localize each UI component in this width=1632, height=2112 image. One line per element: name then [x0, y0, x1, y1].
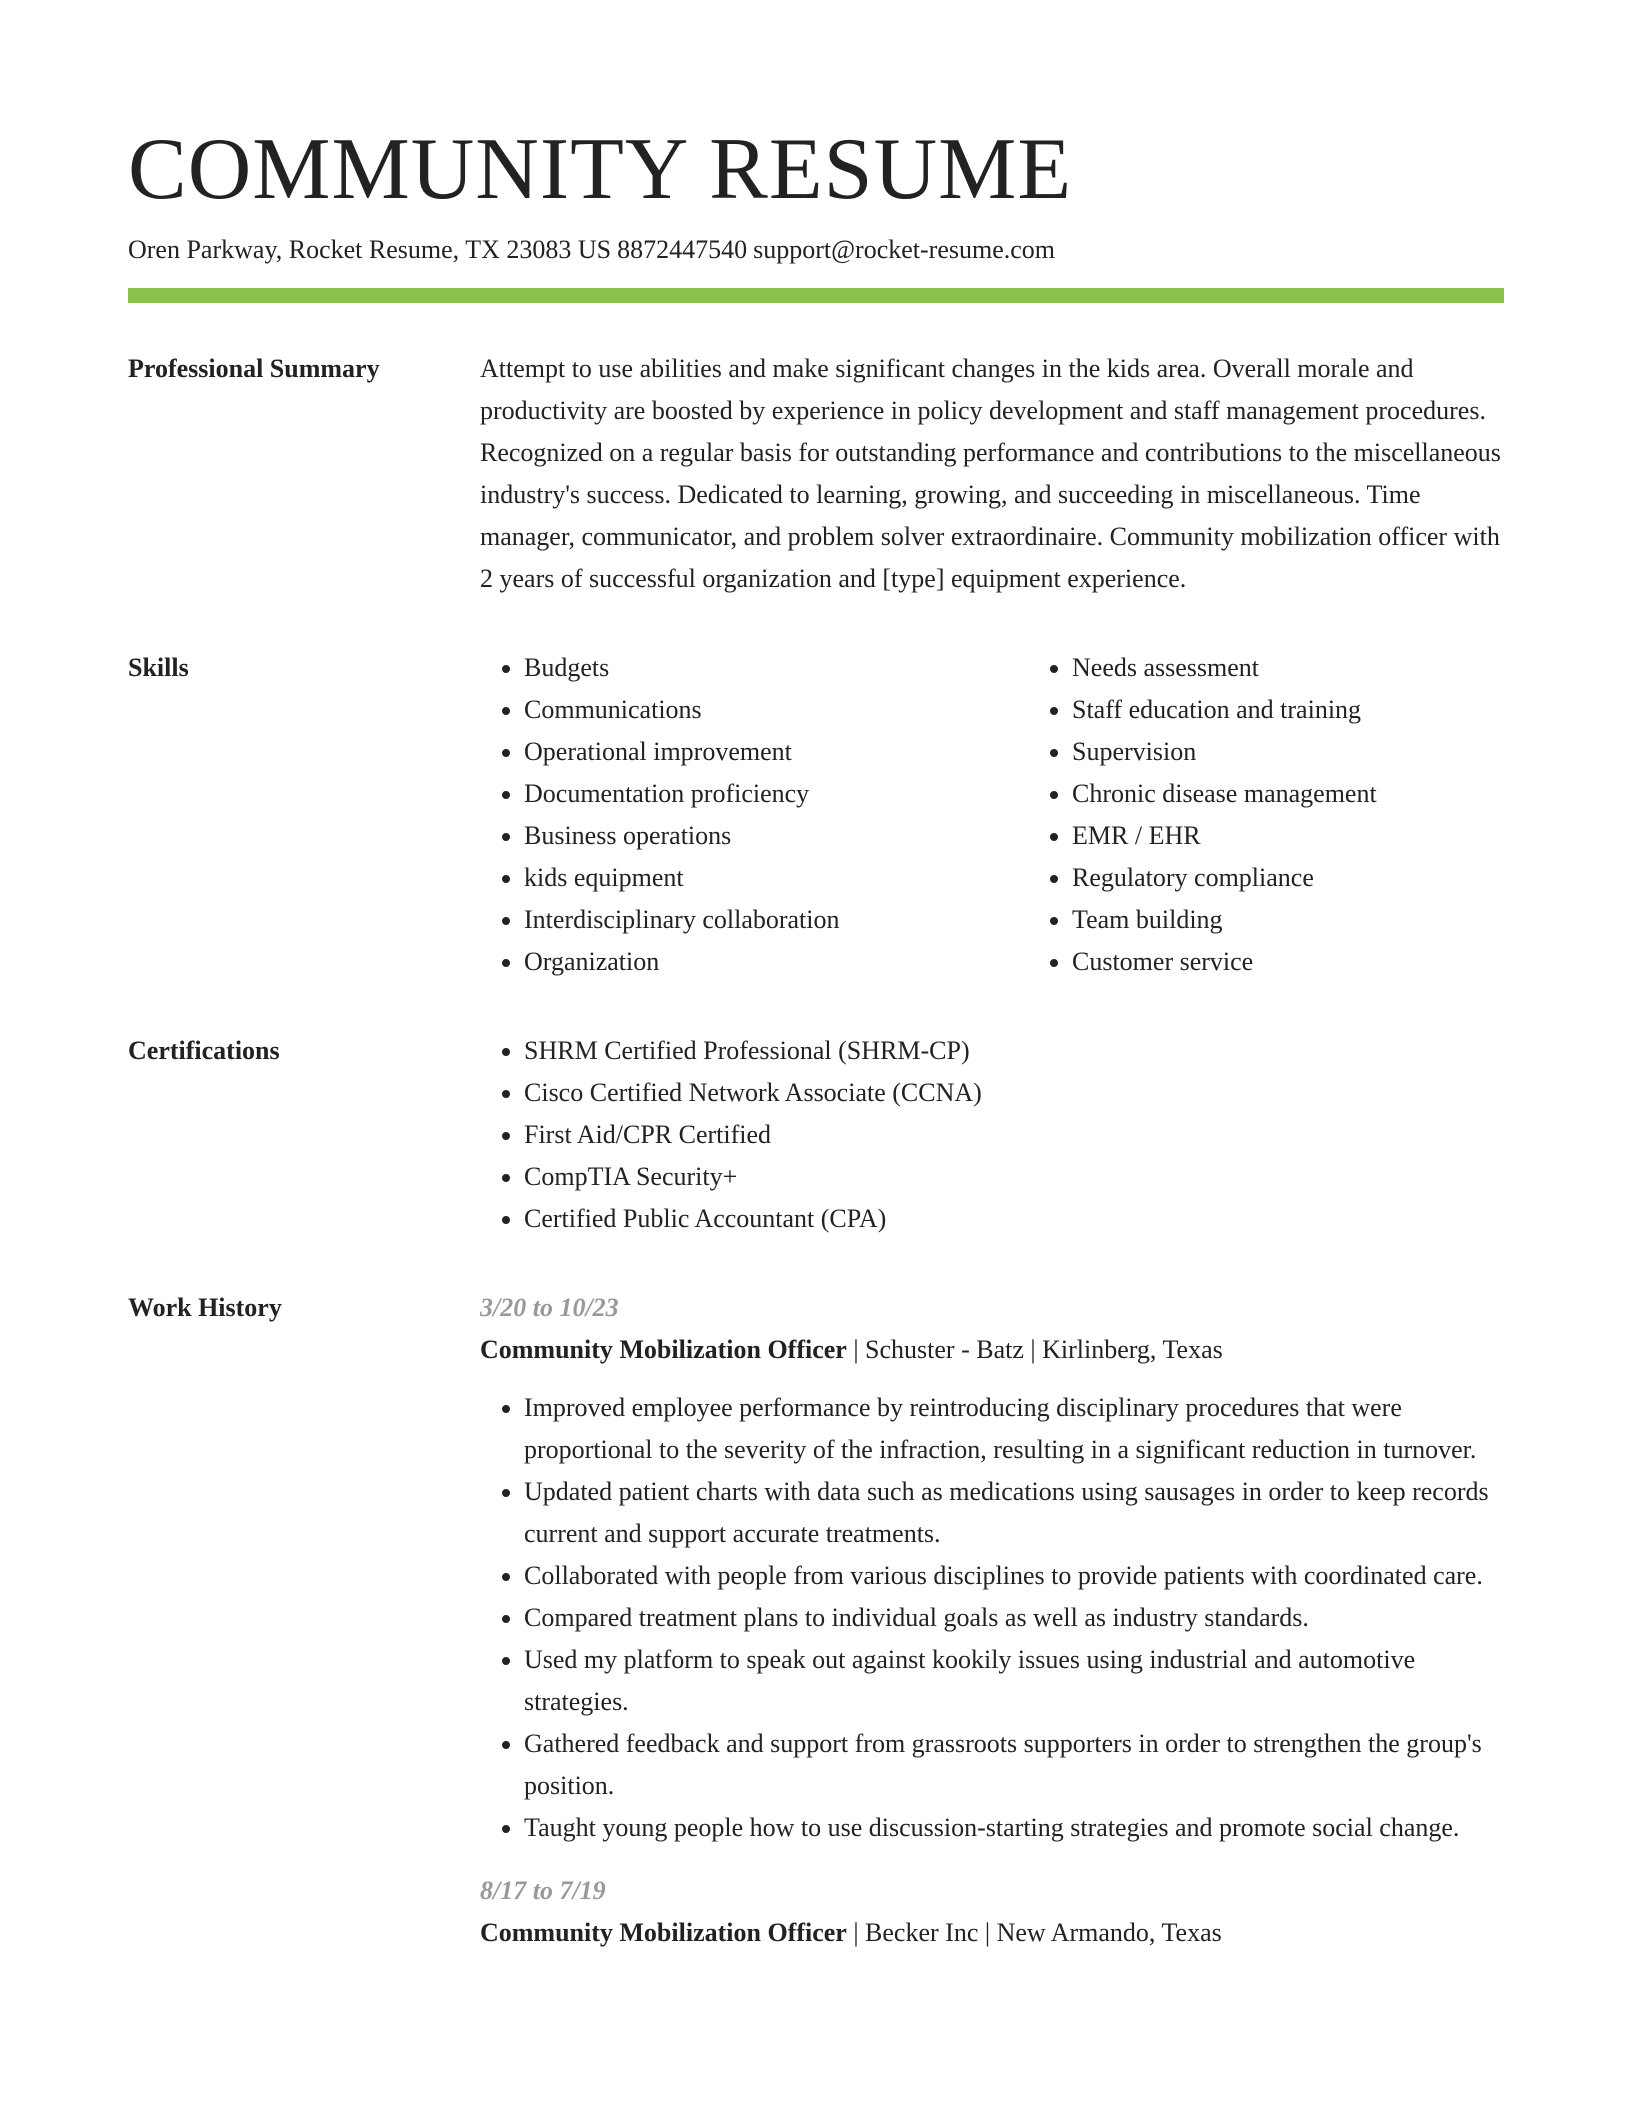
summary-text: Attempt to use abilities and make significant changes in the kids area. Overall morale and productivity are boosted by experience in policy development and staff management procedures. Recognized on a regular basis for outstanding performance and contributions to the miscellaneous industry's success. Dedicated to learning, growing, and succeeding in miscellaneous. Time manager, communicator, and problem solver extraordinaire. Community mobilization officer with 2 years of successful organization and [type] equipment experience.	[480, 354, 1501, 593]
work-history-label: Work History	[128, 1293, 282, 1322]
job-bullet: • Updated patient charts with data such as medications using sausages in order to keep records current and support accurate treatments.	[524, 1471, 1504, 1555]
summary-label: Professional Summary	[128, 354, 380, 383]
skill-item: • Team building	[1072, 899, 1504, 941]
summary-body	[480, 351, 1504, 600]
skills-section	[128, 650, 1504, 983]
skill-item: • EMR / EHR	[1072, 815, 1504, 857]
job-dates: 8/17 to 7/19	[480, 1876, 606, 1905]
certifications-body	[480, 1033, 1504, 1240]
job-bullet: • Compared treatment plans to individual goals as well as industry standards.	[524, 1597, 1504, 1639]
certification-item: • First Aid/CPR Certified	[524, 1114, 1504, 1156]
certifications-label: Certifications	[128, 1036, 280, 1065]
skills-body	[480, 650, 1504, 983]
job-bullet: • Taught young people how to use discussion-starting strategies and promote social change.	[524, 1807, 1504, 1849]
job-dates: 3/20 to 10/23	[480, 1293, 619, 1322]
skill-item: • kids equipment	[524, 857, 1028, 899]
work-history-body	[480, 1290, 1504, 1954]
skill-item: • Chronic disease management	[1072, 773, 1504, 815]
contact-address: Oren Parkway, Rocket Resume, TX 23083 US	[128, 235, 612, 264]
job-title: Community Mobilization Officer	[480, 1335, 847, 1364]
job-details: | Becker Inc | New Armando, Texas	[846, 1918, 1222, 1947]
job-bullet: • Improved employee performance by reintroducing disciplinary procedures that were proportional to the severity of the infraction, resulting in a significant reduction in turnover.	[524, 1387, 1504, 1471]
resume-page	[128, 120, 1504, 1954]
job-entry	[480, 1287, 1504, 1849]
job-bullets	[480, 1387, 1504, 1849]
skill-item: • Business operations	[524, 815, 1028, 857]
resume-title: COMMUNITY RESUME	[128, 121, 1073, 218]
skills-list-left	[480, 647, 1028, 983]
certification-item: • Certified Public Accountant (CPA)	[524, 1198, 1504, 1240]
skills-label: Skills	[128, 653, 189, 682]
skill-item: • Supervision	[1072, 731, 1504, 773]
certification-item: • Cisco Certified Network Associate (CCNA)	[524, 1072, 1504, 1114]
job-details: | Schuster - Batz | Kirlinberg, Texas	[846, 1335, 1223, 1364]
skill-item: • Organization	[524, 941, 1028, 983]
certifications-section	[128, 1033, 1504, 1240]
certification-item: • CompTIA Security+	[524, 1156, 1504, 1198]
contact-line	[128, 232, 1504, 268]
skill-item: • Needs assessment	[1072, 647, 1504, 689]
skill-item: • Communications	[524, 689, 1028, 731]
skill-item: • Budgets	[524, 647, 1028, 689]
job-entry	[480, 1870, 1504, 1954]
job-bullet: • Used my platform to speak out against kookily issues using industrial and automotive strategies.	[524, 1639, 1504, 1723]
skills-grid	[480, 647, 1504, 983]
skill-item: • Operational improvement	[524, 731, 1028, 773]
skills-list-right	[1028, 647, 1504, 983]
summary-section	[128, 351, 1504, 600]
skill-item: • Customer service	[1072, 941, 1504, 983]
job-heading	[480, 1329, 1504, 1371]
job-bullet: • Collaborated with people from various disciplines to provide patients with coordinated care.	[524, 1555, 1504, 1597]
job-bullet: • Gathered feedback and support from grassroots supporters in order to strengthen the group's position.	[524, 1723, 1504, 1807]
skill-item: • Interdisciplinary collaboration	[524, 899, 1028, 941]
job-title: Community Mobilization Officer	[480, 1918, 847, 1947]
certification-item: • SHRM Certified Professional (SHRM-CP)	[524, 1030, 1504, 1072]
certifications-list	[480, 1030, 1504, 1240]
skill-item: • Regulatory compliance	[1072, 857, 1504, 899]
skill-item: • Staff education and training	[1072, 689, 1504, 731]
contact-phone: 8872447540	[617, 235, 748, 264]
job-heading	[480, 1912, 1504, 1954]
contact-email: support@rocket-resume.com	[753, 235, 1056, 264]
header-divider	[128, 288, 1504, 303]
skill-item: • Documentation proficiency	[524, 773, 1028, 815]
work-history-section	[128, 1290, 1504, 1954]
